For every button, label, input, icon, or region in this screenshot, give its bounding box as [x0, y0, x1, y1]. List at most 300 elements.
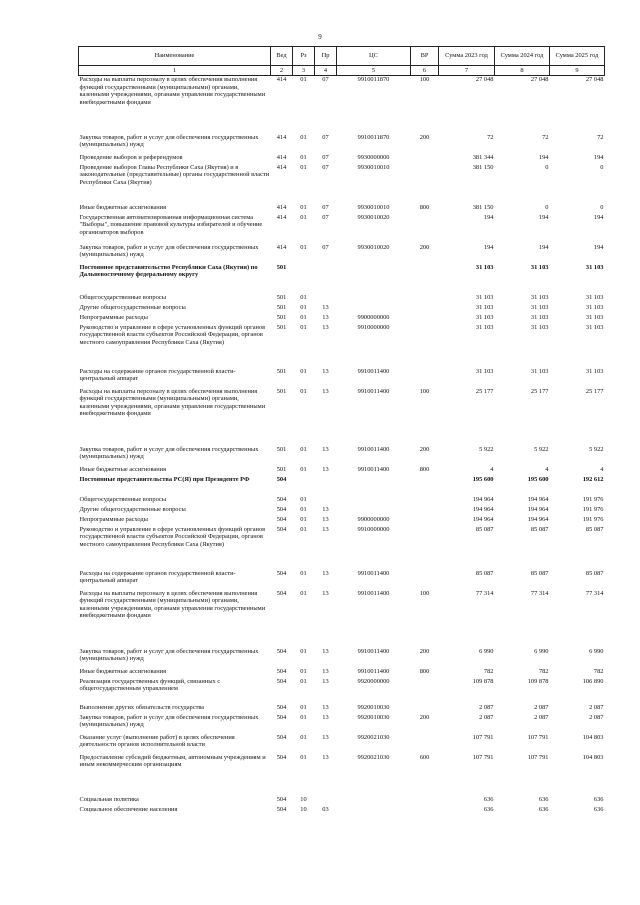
table-row — [79, 668, 605, 678]
row-sum-2025: 27 048 — [585, 76, 604, 83]
row-sum-2025: 25 177 — [585, 387, 604, 395]
table-row — [79, 526, 605, 570]
row-cs: 9920010030 — [357, 703, 390, 711]
row-sum-2023: 636 — [483, 805, 494, 813]
row-rz: 01 — [300, 753, 307, 761]
row-sum-2024: 85 087 — [530, 569, 549, 577]
row-ved: 414 — [276, 153, 287, 161]
row-sum-2024: 31 103 — [530, 303, 549, 311]
row-name: Общегосударственные вопросы — [79, 293, 167, 301]
row-pr: 13 — [322, 465, 329, 473]
row-sum-2023: 31 103 — [475, 323, 494, 331]
row-sum-2025: 636 — [593, 795, 604, 803]
row-name: Другие общегосударственные вопросы — [79, 505, 186, 513]
row-ved: 504 — [276, 569, 287, 577]
row-rz: 01 — [300, 76, 307, 83]
row-sum-2025: 0 — [600, 203, 604, 211]
row-vr — [411, 806, 439, 816]
header-row — [79, 47, 605, 66]
table-row — [79, 388, 605, 446]
row-cs — [337, 264, 411, 294]
row-rz: 01 — [300, 323, 307, 331]
row-cs: 9920000000 — [357, 677, 390, 685]
row-sum-2025: 4 — [600, 465, 604, 473]
row-sum-2025: 31 103 — [585, 293, 604, 301]
row-sum-2024: 31 103 — [530, 313, 549, 321]
header-name: Наименование — [79, 47, 271, 66]
row-pr: 07 — [322, 153, 329, 161]
row-vr — [411, 324, 439, 368]
row-sum-2023: 636 — [483, 795, 494, 803]
row-rz: 01 — [300, 203, 307, 211]
row-name: Руководство и управление в сфере установленных функций органов государственной власти субъектов Российской Федерации, органов местного самоуправления Республики Саха (Якутия) — [79, 323, 266, 346]
row-sum-2024: 72 — [542, 133, 549, 141]
row-ved: 504 — [276, 677, 287, 685]
row-sum-2025: 6 990 — [589, 647, 604, 655]
row-sum-2023: 31 103 — [475, 293, 494, 301]
table-row — [79, 244, 605, 264]
row-sum-2023: 31 103 — [475, 313, 494, 321]
row-cs — [337, 304, 411, 314]
row-pr: 13 — [322, 647, 329, 655]
row-vr — [411, 314, 439, 324]
row-name: Закупка товаров, работ и услуг для обеспечения государственных (муниципальных) нужд — [79, 647, 259, 663]
row-cs — [337, 496, 411, 506]
row-name: Другие общегосударственные вопросы — [79, 303, 186, 311]
row-rz: 01 — [300, 293, 307, 301]
table-row — [79, 796, 605, 806]
row-rz: 01 — [300, 505, 307, 513]
row-cs — [337, 294, 411, 304]
row-sum-2025: 31 103 — [585, 313, 604, 321]
row-pr — [315, 796, 337, 806]
row-sum-2023: 109 878 — [472, 677, 494, 685]
row-rz: 01 — [300, 213, 307, 221]
row-name: Закупка товаров, работ и услуг для обеспечения государственных (муниципальных) нужд — [79, 243, 259, 259]
row-sum-2023: 6 990 — [479, 647, 494, 655]
row-cs: 9920021030 — [357, 733, 390, 741]
row-ved: 414 — [276, 243, 287, 251]
row-sum-2025: 85 087 — [585, 525, 604, 533]
row-sum-2024: 195 600 — [527, 475, 549, 483]
header-2024: Сумма 2024 год — [495, 47, 550, 66]
row-vr — [411, 294, 439, 304]
page-number: 9 — [318, 33, 322, 41]
header-vr: ВР — [411, 47, 439, 66]
row-sum-2023: 381 150 — [472, 163, 494, 171]
row-pr: 13 — [322, 525, 329, 533]
row-ved: 504 — [276, 495, 287, 503]
row-cs: 9910011400 — [357, 367, 390, 375]
row-sum-2024: 194 964 — [527, 505, 549, 513]
row-ved: 501 — [276, 445, 287, 453]
row-rz: 01 — [300, 153, 307, 161]
row-pr — [315, 496, 337, 506]
row-ved: 501 — [276, 293, 287, 301]
row-pr: 13 — [322, 677, 329, 685]
row-sum-2025: 2 087 — [589, 703, 604, 711]
table-row — [79, 806, 605, 816]
row-rz: 01 — [300, 525, 307, 533]
row-sum-2025: 31 103 — [585, 323, 604, 331]
row-vr — [411, 154, 439, 164]
row-vr — [411, 164, 439, 204]
row-sum-2024: 85 087 — [530, 525, 549, 533]
row-pr: 13 — [322, 323, 329, 331]
row-ved: 501 — [276, 323, 287, 331]
row-cs: 9930010010 — [357, 203, 390, 211]
row-sum-2025: 191 976 — [582, 495, 604, 503]
row-vr: 100 — [419, 387, 430, 395]
row-cs: 9910011400 — [357, 569, 390, 577]
row-pr: 13 — [322, 703, 329, 711]
table-row — [79, 446, 605, 466]
row-pr: 03 — [322, 805, 329, 813]
row-ved: 414 — [276, 203, 287, 211]
row-sum-2025: 31 103 — [585, 367, 604, 375]
row-vr: 200 — [419, 243, 430, 251]
column-number: 4 — [315, 66, 337, 76]
table-row — [79, 314, 605, 324]
row-cs: 9910000000 — [357, 525, 390, 533]
table-row — [79, 704, 605, 714]
row-cs: 9910011870 — [357, 133, 390, 141]
row-pr: 13 — [322, 387, 329, 395]
row-sum-2023: 27 048 — [475, 76, 494, 83]
row-sum-2023: 85 087 — [475, 525, 494, 533]
row-sum-2024: 194 — [538, 243, 549, 251]
table-row — [79, 590, 605, 648]
table-row — [79, 368, 605, 388]
table-row — [79, 466, 605, 476]
row-ved: 504 — [276, 733, 287, 741]
row-ved: 504 — [276, 647, 287, 655]
row-rz — [293, 264, 315, 294]
row-pr: 07 — [322, 133, 329, 141]
table-row — [79, 154, 605, 164]
row-vr: 200 — [419, 647, 430, 655]
row-vr: 800 — [419, 465, 430, 473]
row-pr: 07 — [322, 76, 329, 83]
row-sum-2024: 0 — [545, 163, 549, 171]
row-ved: 504 — [276, 515, 287, 523]
row-ved: 504 — [276, 805, 287, 813]
table-row — [79, 506, 605, 516]
row-sum-2023: 194 — [483, 243, 494, 251]
row-vr: 200 — [419, 713, 430, 721]
row-pr: 13 — [322, 303, 329, 311]
row-sum-2023: 194 964 — [472, 505, 494, 513]
row-sum-2023: 381 150 — [472, 203, 494, 211]
row-sum-2023: 194 964 — [472, 515, 494, 523]
row-name: Расходы на выплаты персоналу в целях обеспечения выполнения функций государственными (муниципальными) органами, казенными учреждениями, органами управления государственными внебюджетными фондами — [79, 387, 266, 418]
row-sum-2025: 192 612 — [582, 475, 604, 483]
row-vr — [411, 796, 439, 806]
row-pr: 07 — [322, 163, 329, 171]
row-sum-2025: 31 103 — [585, 303, 604, 311]
row-cs — [337, 506, 411, 516]
row-ved: 504 — [276, 525, 287, 533]
row-cs: 9920021030 — [357, 753, 390, 761]
row-ved: 504 — [276, 713, 287, 721]
row-cs: 9930010010 — [357, 163, 390, 171]
row-pr: 13 — [322, 589, 329, 597]
table-row — [79, 678, 605, 704]
row-ved: 504 — [276, 753, 287, 761]
row-sum-2023: 85 087 — [475, 569, 494, 577]
row-name: Иные бюджетные ассигнования — [79, 465, 167, 473]
row-sum-2025: 5 922 — [589, 445, 604, 453]
row-sum-2025: 636 — [593, 805, 604, 813]
row-rz: 01 — [300, 313, 307, 321]
row-sum-2024: 194 — [538, 153, 549, 161]
row-rz: 01 — [300, 495, 307, 503]
table-row — [79, 304, 605, 314]
header-ved: Вед — [271, 47, 293, 66]
row-rz: 01 — [300, 677, 307, 685]
row-name: Общегосударственные вопросы — [79, 495, 167, 503]
row-name: Непрограммные расходы — [79, 313, 148, 321]
row-sum-2024: 5 922 — [534, 445, 549, 453]
row-ved: 501 — [276, 465, 287, 473]
row-pr: 13 — [322, 667, 329, 675]
row-rz: 01 — [300, 163, 307, 171]
row-sum-2025: 194 — [593, 153, 604, 161]
row-sum-2024: 194 964 — [527, 515, 549, 523]
header-pr: Пр — [315, 47, 337, 66]
row-vr — [411, 476, 439, 496]
row-sum-2025: 0 — [600, 163, 604, 171]
row-sum-2024: 6 990 — [534, 647, 549, 655]
row-name: Закупка товаров, работ и услуг для обеспечения государственных (муниципальных) нужд — [79, 133, 259, 149]
row-cs — [337, 796, 411, 806]
row-name: Расходы на выплаты персоналу в целях обеспечения выполнения функций государственными (муниципальными) органами, казенными учреждениями, органами управления государственными внебюджетными фондами — [79, 589, 266, 620]
row-sum-2023: 107 791 — [472, 733, 494, 741]
row-ved: 501 — [276, 263, 287, 271]
row-sum-2024: 31 103 — [530, 263, 549, 271]
column-number: 6 — [411, 66, 439, 76]
row-sum-2024: 194 — [538, 213, 549, 221]
row-sum-2023: 107 791 — [472, 753, 494, 761]
row-sum-2024: 31 103 — [530, 293, 549, 301]
row-vr: 600 — [419, 753, 430, 761]
row-vr — [411, 704, 439, 714]
row-vr: 200 — [419, 133, 430, 141]
row-ved: 504 — [276, 667, 287, 675]
row-sum-2024: 27 048 — [530, 76, 549, 83]
row-ved: 504 — [276, 475, 287, 483]
row-vr: 800 — [419, 667, 430, 675]
row-sum-2025: 191 976 — [582, 515, 604, 523]
row-sum-2025: 194 — [593, 213, 604, 221]
row-rz: 10 — [300, 795, 307, 803]
row-name: Предоставление субсидий бюджетным, автономным учреждениям и иным некоммерческим организациям — [79, 753, 266, 769]
row-ved: 414 — [276, 76, 287, 83]
table-row — [79, 324, 605, 368]
row-name: Закупка товаров, работ и услуг для обеспечения государственных (муниципальных) нужд — [79, 713, 259, 729]
table-row — [79, 76, 605, 134]
row-sum-2023: 2 087 — [479, 703, 494, 711]
row-name: Оказание услуг (выполнение работ) в целях обеспечения деятельности органов исполнительной власти — [79, 733, 235, 749]
row-pr: 13 — [322, 753, 329, 761]
table-row — [79, 714, 605, 734]
row-vr: 100 — [419, 76, 430, 83]
table-row — [79, 204, 605, 214]
row-sum-2025: 104 803 — [582, 733, 604, 741]
row-name: Проведение выборов Главы Республики Саха (Якутия) и в законодательные (представительные) органы государственной власти Республики Саха (Якутия) — [79, 163, 270, 186]
row-rz: 01 — [300, 445, 307, 453]
row-sum-2024: 77 314 — [530, 589, 549, 597]
row-sum-2025: 194 — [593, 243, 604, 251]
table-row — [79, 214, 605, 244]
table-row — [79, 476, 605, 496]
row-vr — [411, 496, 439, 506]
column-number: 5 — [337, 66, 411, 76]
row-rz: 01 — [300, 133, 307, 141]
row-vr: 200 — [419, 445, 430, 453]
row-ved: 501 — [276, 387, 287, 395]
row-ved: 504 — [276, 505, 287, 513]
row-name: Расходы на выплаты персоналу в целях обеспечения выполнения функций государственными (муниципальными) органами, казенными учреждениями, органами управления государственными внебюджетными фондами — [79, 76, 266, 106]
row-ved: 414 — [276, 163, 287, 171]
table-row — [79, 570, 605, 590]
row-cs: 9920010030 — [357, 713, 390, 721]
row-vr — [411, 678, 439, 704]
row-rz: 10 — [300, 805, 307, 813]
row-rz: 01 — [300, 387, 307, 395]
row-cs: 9910011400 — [357, 387, 390, 395]
row-sum-2025: 191 976 — [582, 505, 604, 513]
row-rz: 01 — [300, 647, 307, 655]
row-pr — [315, 476, 337, 496]
row-cs: 9910011400 — [357, 445, 390, 453]
row-rz: 01 — [300, 733, 307, 741]
column-number: 2 — [271, 66, 293, 76]
row-sum-2023: 31 103 — [475, 303, 494, 311]
row-rz: 01 — [300, 589, 307, 597]
row-sum-2023: 381 344 — [472, 153, 494, 161]
row-cs: 9930000000 — [357, 153, 390, 161]
column-number: 9 — [550, 66, 605, 76]
row-sum-2025: 106 890 — [582, 677, 604, 685]
row-ved: 414 — [276, 213, 287, 221]
budget-table — [78, 46, 605, 816]
row-vr: 800 — [419, 203, 430, 211]
row-sum-2024: 782 — [538, 667, 549, 675]
table-row — [79, 496, 605, 506]
row-cs: 9910011870 — [357, 76, 390, 83]
row-pr: 13 — [322, 505, 329, 513]
row-vr — [411, 214, 439, 244]
row-pr: 13 — [322, 367, 329, 375]
row-pr: 13 — [322, 569, 329, 577]
column-number: 3 — [293, 66, 315, 76]
row-pr: 07 — [322, 243, 329, 251]
row-pr: 13 — [322, 313, 329, 321]
row-name: Постоянное представительство Республики Саха (Якутия) по Дальневосточному федеральному округу — [79, 263, 258, 279]
row-rz: 01 — [300, 703, 307, 711]
row-sum-2025: 31 103 — [585, 263, 604, 271]
row-sum-2023: 77 314 — [475, 589, 494, 597]
column-number: 1 — [79, 66, 271, 76]
row-rz: 01 — [300, 303, 307, 311]
row-pr — [315, 264, 337, 294]
row-name: Социальная политика — [79, 795, 139, 803]
row-cs: 9910000000 — [357, 323, 390, 331]
row-ved: 504 — [276, 703, 287, 711]
row-sum-2024: 0 — [545, 203, 549, 211]
row-ved: 501 — [276, 367, 287, 375]
row-name: Иные бюджетные ассигнования — [79, 203, 167, 211]
table-row — [79, 516, 605, 526]
header-cs: ЦС — [337, 47, 411, 66]
row-vr: 100 — [419, 589, 430, 597]
row-sum-2023: 194 964 — [472, 495, 494, 503]
row-sum-2023: 194 — [483, 213, 494, 221]
row-cs: 9910011400 — [357, 589, 390, 597]
row-name: Социальное обеспечение населения — [79, 805, 178, 813]
column-number-row — [79, 66, 605, 76]
row-pr: 13 — [322, 713, 329, 721]
row-sum-2024: 2 087 — [534, 703, 549, 711]
row-name: Проведение выборов и референдумов — [79, 153, 183, 161]
row-ved: 414 — [276, 133, 287, 141]
row-rz: 01 — [300, 569, 307, 577]
row-vr — [411, 368, 439, 388]
row-pr: 13 — [322, 733, 329, 741]
row-vr — [411, 734, 439, 754]
row-ved: 504 — [276, 589, 287, 597]
row-pr: 07 — [322, 203, 329, 211]
table-row — [79, 264, 605, 294]
table-row — [79, 164, 605, 204]
row-vr — [411, 264, 439, 294]
row-sum-2023: 31 103 — [475, 263, 494, 271]
row-name: Руководство и управление в сфере установленных функций органов государственной власти субъектов Российской Федерации, органов местного самоуправления Республики Саха (Якутия) — [79, 525, 266, 548]
row-pr: 13 — [322, 445, 329, 453]
row-rz: 01 — [300, 243, 307, 251]
row-sum-2023: 5 922 — [479, 445, 494, 453]
row-sum-2024: 636 — [538, 795, 549, 803]
row-sum-2024: 109 878 — [527, 677, 549, 685]
row-cs — [337, 806, 411, 816]
row-vr — [411, 304, 439, 314]
row-sum-2025: 85 087 — [585, 569, 604, 577]
table-row — [79, 294, 605, 304]
header-rz: Рз — [293, 47, 315, 66]
row-vr — [411, 526, 439, 570]
row-cs: 9930010020 — [357, 243, 390, 251]
row-cs: 9910011400 — [357, 647, 390, 655]
row-sum-2023: 31 103 — [475, 367, 494, 375]
row-sum-2025: 782 — [593, 667, 604, 675]
row-rz: 01 — [300, 465, 307, 473]
row-cs: 9910011400 — [357, 667, 390, 675]
row-name: Закупка товаров, работ и услуг для обеспечения государственных (муниципальных) нужд — [79, 445, 259, 461]
row-name: Государственная автоматизированная информационная система "Выборы", повышение правовой культуры избирателей и обучение организаторов выборов — [79, 213, 263, 236]
row-sum-2024: 31 103 — [530, 323, 549, 331]
column-number: 8 — [495, 66, 550, 76]
row-sum-2025: 72 — [597, 133, 604, 141]
row-sum-2024: 636 — [538, 805, 549, 813]
row-sum-2024: 107 791 — [527, 733, 549, 741]
row-rz: 01 — [300, 713, 307, 721]
row-name: Расходы на содержание органов государственной власти- центральный аппарат — [79, 569, 236, 585]
row-name: Реализация государственных функций, связанных с общегосударственным управлением — [79, 677, 221, 693]
row-name: Иные бюджетные ассигнования — [79, 667, 167, 675]
row-sum-2023: 2 087 — [479, 713, 494, 721]
row-cs: 9930010020 — [357, 213, 390, 221]
